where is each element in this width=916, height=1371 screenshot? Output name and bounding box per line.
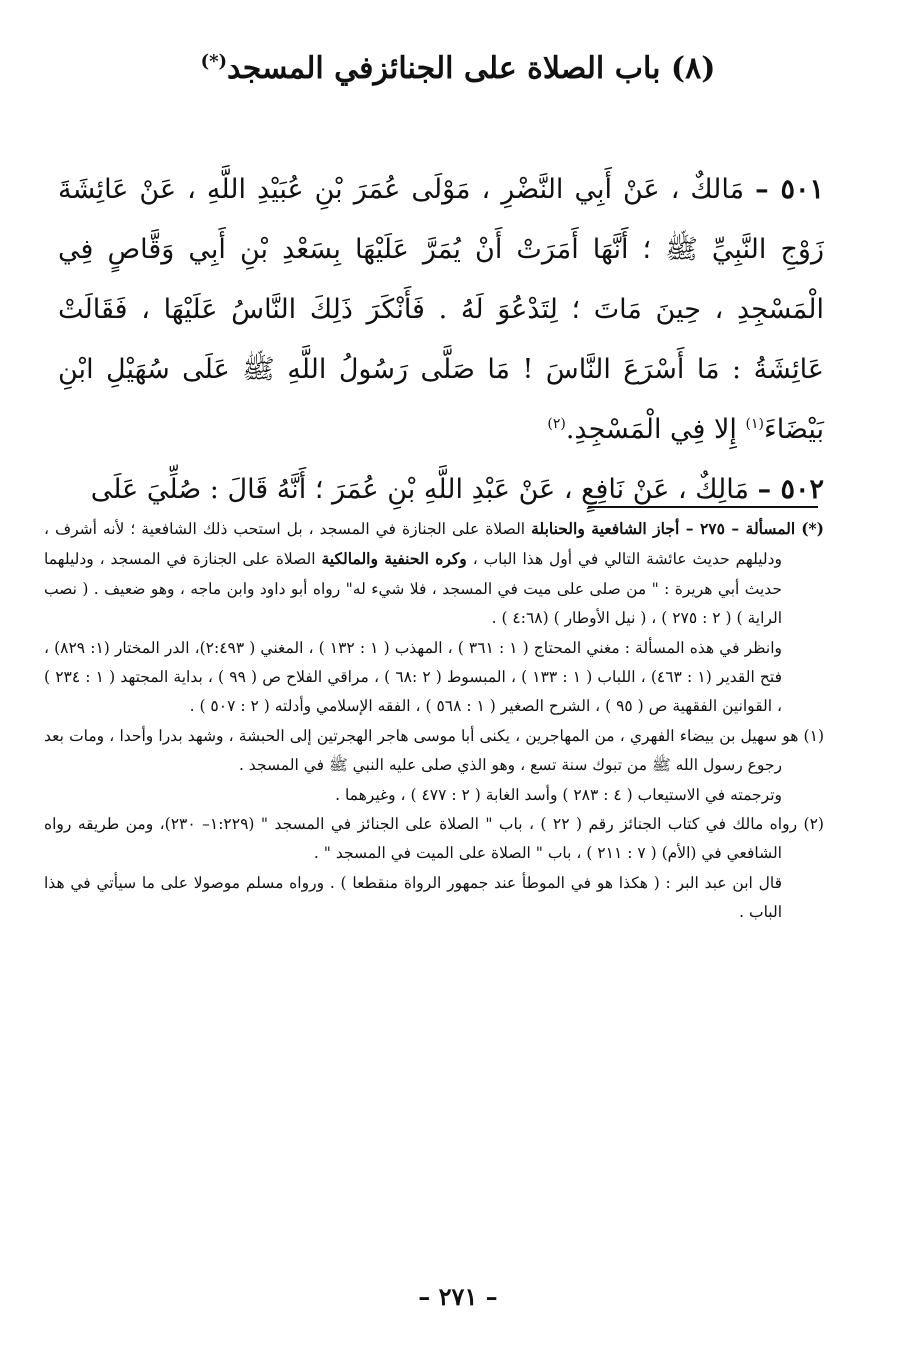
- hadith-501-footnote-ref-2: (٢): [547, 416, 566, 432]
- footnote-1-text: هو سهيل بن بيضاء الفهري ، من المهاجرين ، يكنى أبا موسى هاجر الهجرتين إلى الحبشة ، وشهد بدرا وأحدا ، ومات بعد رجوع رسول الله ﷺ من تبوك سنة تسع ، وهو الذي صلى عليه النبي ﷺ في المسجد .: [44, 726, 799, 775]
- hadith-501-number: ٥٠١ –: [755, 174, 824, 205]
- footnote-separator: [588, 506, 818, 508]
- footnote-star: [44, 514, 824, 634]
- footnote-star-refs: وانظر في هذه المسألة : مغني المحتاج ( ١ : ٣٦١ ) ، المهذب ( ١ : ١٣٢ ) ، المغني ( ٢:٤٩٣)، الدر المختار (١: ٨٢٩) ، فتح القدير (١ : ٤٦٣) ، اللباب ( ١ : ١٣٣ ) ، المبسوط ( ٢ :٦٨ ) ، مراقي الفلاح ص ( ٩٩ ) ، بداية المجتهد ( ١ : ٢٣٤ ) ، القوانين الفقهية ص ( ٩٥ ) ، الشرح الصغير ( ١ : ٥٦٨ ) ، الفقه الإسلامي وأدلته ( ٢ : ٥٠٧ ) .: [44, 638, 782, 716]
- chapter-title-text: (٨) باب الصلاة على الجنائزفي المسجد: [227, 51, 716, 86]
- hadith-502: [58, 460, 824, 520]
- chapter-title-marker: (*): [200, 51, 228, 72]
- page-number: – ٢٧١ –: [418, 1282, 498, 1311]
- hadith-501-footnote-ref-1: (١): [745, 416, 764, 432]
- footnote-2-text: رواه مالك في كتاب الجنائز رقم ( ٢٢ ) ، باب " الصلاة على الجنائز في المسجد " (١:٢٢٩– ٢٣٠)، ومن طريقه رواه الشافعي في (الأم) ( ٧ : ٢١١ ) ، باب " الصلاة على الميت في المسجد " .: [44, 815, 798, 863]
- chapter-title: [0, 40, 916, 91]
- hadith-501-text-b: إِلا فِي الْمَسْجِدِ.: [565, 414, 737, 445]
- footnote-1-marker: (١): [803, 726, 824, 745]
- footnote-1: [44, 722, 824, 781]
- footnote-star-bold2: وكره الحنفية والمالكية: [321, 549, 467, 569]
- footnote-2-extra: قال ابن عبد البر : ( هكذا هو في الموطأ عند جمهور الرواة منقطعا ) . ورواه مسلم موصولا على ما سيأتي في هذا الباب .: [44, 873, 782, 922]
- footnote-1-extra: وترجمته في الاستيعاب ( ٤ : ٢٨٣ ) وأسد الغابة ( ٢ : ٤٧٧ ) ، وغيرهما .: [335, 785, 782, 804]
- footnote-2-marker: (٢): [803, 815, 824, 834]
- hadith-block: [58, 160, 824, 520]
- footnote-star-lead: المسألة – ٢٧٥ – أجاز الشافعية والحنابلة: [531, 519, 796, 538]
- footnotes: [44, 514, 824, 928]
- footnote-star-marker: (*): [801, 519, 824, 538]
- hadith-501-text-a: مَالكٌ ، عَنْ أَبِي النَّضْرِ ، مَوْلَى عُمَرَ بْنِ عُبَيْدِ اللَّهِ ، عَنْ عَائِشَةَ زَوْجِ النَّبِيِّ ﷺ ؛ أَنَّهَا أَمَرَتْ أَنْ يُمَرَّ عَلَيْهَا بِسَعْدِ بْنِ أَبِي وَقَّاصٍ فِي الْمَسْجِدِ ، حِينَ مَاتَ ؛ لِتَدْعُوَ لَهُ . فَأَنْكَرَ ذَلِكَ النَّاسُ عَلَيْهَا ، فَقَالَتْ عَائِشَةُ : مَا أَسْرَعَ النَّاسَ ! مَا صَلَّى رَسُولُ اللَّهِ ﷺ عَلَى سُهَيْلِ ابْنِ بَيْضَاءَ: [58, 174, 824, 445]
- footnote-star-part1: الصلاة على الجنازة في المسجد ، بل استحب ذلك الشافعية ؛ لأنه أشرف ، ودليلهم حديث عائشة التالي في أول هذا الباب ،: [44, 520, 782, 569]
- hadith-501: [58, 160, 824, 460]
- footnote-star-part2: الصلاة على الجنازة في المسجد ، ودليلهما حديث أبي هريرة : " من صلى على ميت في المسجد ، فلا شيء له" رواه أبو داود وابن ماجه ، وهو ضعيف . ( نصب الراية ) ( ٢ : ٢٧٥ ) ، ( نيل الأوطار ) (٤:٦٨ ) .: [44, 550, 782, 628]
- hadith-502-text: مَالِكٌ ، عَنْ نَافِعٍ ، عَنْ عَبْدِ اللَّهِ بْنِ عُمَرَ ؛ أَنَّهُ قَالَ : صُلِّيَ عَلَى: [90, 474, 749, 505]
- footnote-2: [44, 810, 824, 869]
- hadith-502-number: ٥٠٢ –: [757, 474, 824, 505]
